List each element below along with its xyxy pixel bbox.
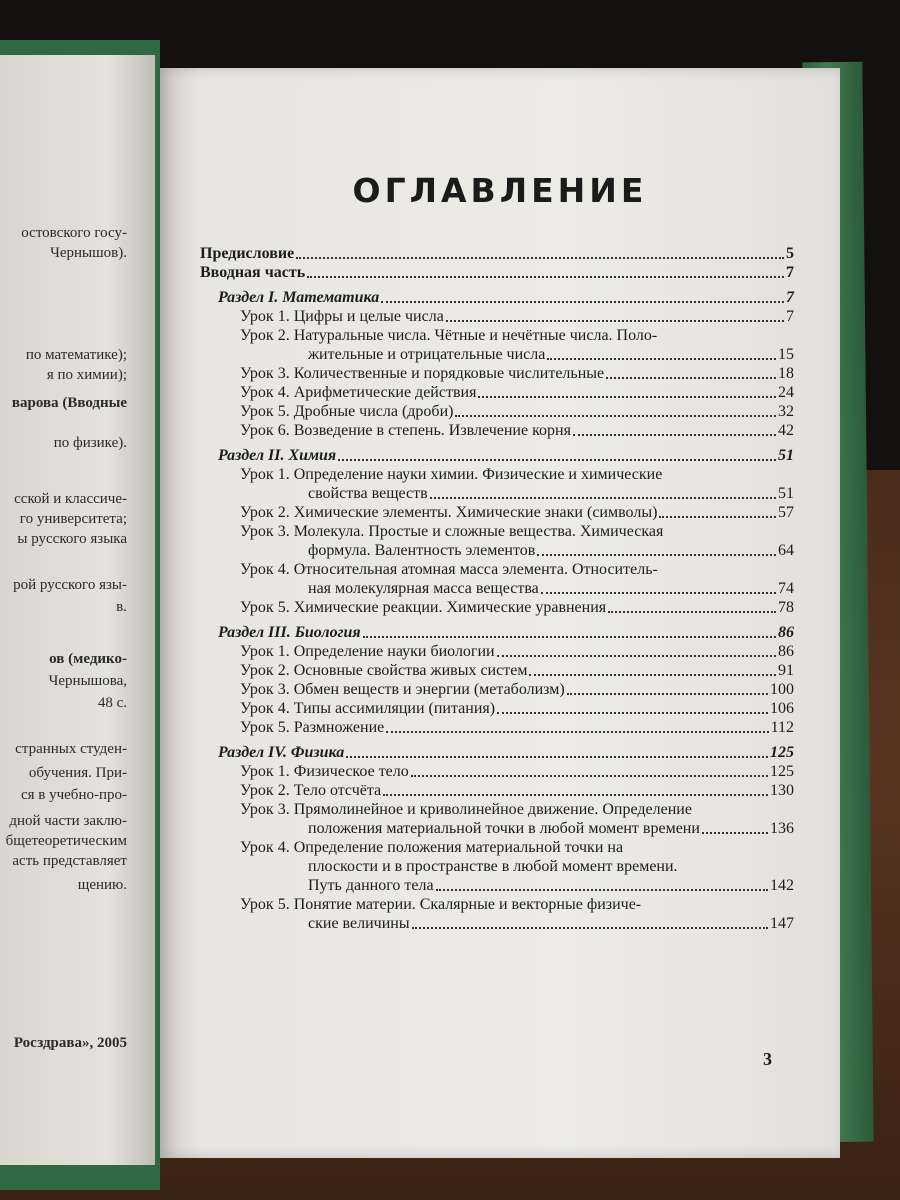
toc-entry-title: плоскости и в пространстве в любой момент времени. (308, 858, 678, 875)
toc-page-number: 57 (778, 504, 794, 521)
toc-entry-title: Урок 5. Понятие материи. Скалярные и векторные физиче- (240, 896, 642, 913)
toc-leader-dots (381, 300, 784, 303)
toc-entry (200, 503, 794, 522)
toc-entry (200, 345, 794, 364)
toc-leader-dots (547, 357, 776, 360)
toc-page-number: 51 (778, 447, 794, 464)
left-page (0, 55, 155, 1165)
toc-page-number: 7 (786, 289, 794, 306)
toc-entry (200, 642, 794, 661)
toc-entry (200, 560, 794, 579)
left-page-line: обучения. При- (28, 765, 127, 781)
toc-entry-title: Предисловие (200, 245, 295, 262)
toc-entry (200, 876, 794, 895)
toc-leader-dots (541, 591, 776, 594)
left-page-line: го университета; (19, 511, 127, 527)
left-page-line: остовского госу- (21, 225, 127, 241)
toc-leader-dots (346, 755, 768, 758)
left-page-line: щению. (77, 877, 127, 893)
left-page-line: асть представляет (12, 853, 127, 869)
toc-entry-title: Урок 4. Арифметические действия (240, 384, 477, 401)
left-page-line: бщетеоретическим (5, 833, 127, 849)
toc-leader-dots (436, 888, 768, 891)
toc-entry (200, 307, 794, 326)
toc-leader-dots (573, 433, 776, 436)
toc-page-number: 7 (786, 264, 794, 281)
toc-entry (200, 326, 794, 345)
toc-leader-dots (386, 730, 768, 733)
toc-entry (200, 364, 794, 383)
toc-entry (200, 598, 794, 617)
toc-entry-title: Вводная часть (200, 264, 306, 281)
toc-page-number: 125 (770, 744, 794, 761)
toc-entry-title: Урок 1. Физическое тело (240, 763, 409, 780)
left-page-line: Чернышов). (50, 245, 127, 261)
toc-page-number: 5 (786, 245, 794, 262)
toc-entry (200, 421, 794, 440)
toc-entry (200, 579, 794, 598)
left-page-line: ся в учебно-про- (20, 787, 127, 803)
toc-leader-dots (497, 711, 768, 714)
toc-entry-title: Раздел IV. Физика (218, 744, 345, 761)
toc-entry-title: Раздел II. Химия (218, 447, 337, 464)
toc-entry-title: Урок 2. Натуральные числа. Чётные и нечётные числа. Поло- (240, 327, 658, 344)
toc-entry (200, 800, 794, 819)
toc-entry (200, 819, 794, 838)
toc-entry (200, 383, 794, 402)
toc-chapter (200, 244, 794, 263)
toc-page-number: 42 (778, 422, 794, 439)
toc-entry (200, 781, 794, 800)
toc-page-number: 112 (770, 719, 794, 736)
toc-entry-title: Урок 1. Цифры и целые числа (240, 308, 444, 325)
toc-leader-dots (383, 793, 768, 796)
toc-leader-dots (529, 673, 776, 676)
left-page-line: сской и классиче- (14, 491, 127, 507)
toc-page-number: 86 (778, 624, 794, 641)
toc-entry (200, 484, 794, 503)
toc-entry (200, 699, 794, 718)
toc-page-number: 32 (778, 403, 794, 420)
toc-entry-title: Урок 3. Прямолинейное и криволинейное движение. Определение (240, 801, 692, 818)
toc-entry (200, 680, 794, 699)
toc-page-number: 125 (770, 763, 794, 780)
toc-entry (200, 541, 794, 560)
toc-entry-title: свойства веществ (308, 485, 428, 502)
toc-section (200, 446, 794, 465)
toc-leader-dots (411, 774, 768, 777)
toc-leader-dots (446, 319, 784, 322)
toc-entry-title: формула. Валентность элементов (308, 542, 536, 559)
toc-entry-title: ские величины (308, 915, 410, 932)
left-page-line: варова (Вводные (11, 395, 127, 411)
toc-leader-dots (478, 395, 776, 398)
left-page-line: рой русского язы- (13, 577, 127, 593)
toc-entry-title: Урок 3. Количественные и порядковые числительные (240, 365, 605, 382)
toc-page-number: 18 (778, 365, 794, 382)
toc-page-number: 100 (770, 681, 794, 698)
left-page-line: по физике). (53, 435, 127, 451)
toc-entry (200, 465, 794, 484)
toc-entry (200, 522, 794, 541)
left-page-line: ы русского языка (17, 531, 127, 547)
toc-page-number: 91 (778, 662, 794, 679)
toc-entry-title: Урок 2. Химические элементы. Химические знаки (символы) (240, 504, 658, 521)
toc-entry (200, 857, 794, 876)
toc-entry-title: Раздел I. Математика (218, 289, 380, 306)
toc-page-number: 51 (778, 485, 794, 502)
toc-page-number: 64 (778, 542, 794, 559)
toc-page-number: 7 (786, 308, 794, 325)
toc-leader-dots (338, 458, 776, 461)
left-page-line: Росздрава», 2005 (13, 1035, 127, 1051)
toc-section (200, 743, 794, 762)
toc-entry-title: ная молекулярная масса вещества (308, 580, 539, 597)
left-page-line: дной части заклю- (9, 813, 127, 829)
right-page (160, 68, 840, 1158)
toc-entry-title: Урок 5. Размножение (240, 719, 385, 736)
left-page-line: по математике); (25, 347, 127, 363)
toc-leader-dots (296, 256, 784, 259)
left-page-line: ов (медико- (49, 651, 127, 667)
toc-page-number: 74 (778, 580, 794, 597)
toc-page-number: 130 (770, 782, 794, 799)
toc-leader-dots (608, 610, 776, 613)
toc-entry-title: Урок 1. Определение науки биологии (240, 643, 495, 660)
toc-leader-dots (659, 515, 776, 518)
toc-leader-dots (567, 692, 768, 695)
toc-entry (200, 838, 794, 857)
toc-entry-title: Урок 2. Тело отсчёта (240, 782, 382, 799)
toc-entry (200, 402, 794, 421)
left-page-line: в. (116, 599, 127, 615)
toc-entry (200, 895, 794, 914)
left-page-line: Чернышова, (48, 673, 127, 689)
toc-entry-title: Урок 6. Возведение в степень. Извлечение корня (240, 422, 571, 439)
toc-chapter (200, 263, 794, 282)
toc-entry-title: Урок 5. Дробные числа (дроби) (240, 403, 454, 420)
toc-entry-title: жительные и отрицательные числа (308, 346, 546, 363)
toc-leader-dots (430, 496, 776, 499)
toc-entry-title: Урок 4. Относительная атомная масса элемента. Относитель- (240, 561, 658, 578)
toc-page-number: 15 (778, 346, 794, 363)
table-of-contents (200, 244, 794, 933)
toc-leader-dots (606, 376, 776, 379)
toc-entry-title: Урок 1. Определение науки химии. Физические и химические (240, 466, 663, 483)
toc-page-number: 78 (778, 599, 794, 616)
toc-page-number: 86 (778, 643, 794, 660)
toc-entry-title: Урок 2. Основные свойства живых систем (240, 662, 528, 679)
toc-leader-dots (412, 926, 768, 929)
toc-section (200, 623, 794, 642)
toc-section (200, 288, 794, 307)
toc-page-number: 24 (778, 384, 794, 401)
toc-entry-title: Раздел III. Биология (218, 624, 361, 641)
toc-entry-title: Путь данного тела (308, 877, 434, 894)
page-title: ОГЛАВЛЕНИЕ (352, 171, 648, 210)
toc-leader-dots (497, 654, 776, 657)
toc-leader-dots (363, 635, 776, 638)
toc-page-number: 142 (770, 877, 794, 894)
toc-leader-dots (455, 414, 776, 417)
toc-entry-title: Урок 5. Химические реакции. Химические уравнения (240, 599, 607, 616)
toc-entry (200, 661, 794, 680)
toc-leader-dots (702, 831, 768, 834)
page-number: 3 (763, 1049, 772, 1069)
toc-entry-title: Урок 4. Типы ассимиляции (питания) (240, 700, 496, 717)
toc-entry (200, 762, 794, 781)
left-page-line: странных студен- (15, 741, 127, 757)
toc-page-number: 106 (770, 700, 794, 717)
left-page-line: я по химии); (46, 367, 127, 383)
toc-entry-title: Урок 4. Определение положения материальной точки на (240, 839, 624, 856)
toc-entry-title: Урок 3. Обмен веществ и энергии (метаболизм) (240, 681, 565, 698)
toc-leader-dots (537, 553, 776, 556)
toc-page-number: 136 (770, 820, 794, 837)
toc-page-number: 147 (770, 915, 794, 932)
toc-entry-title: Урок 3. Молекула. Простые и сложные вещества. Химическая (240, 523, 664, 540)
toc-leader-dots (307, 275, 784, 278)
toc-entry (200, 914, 794, 933)
toc-entry (200, 718, 794, 737)
left-page-line: 48 с. (97, 695, 127, 711)
toc-entry-title: положения материальной точки в любой момент времени (308, 820, 700, 837)
